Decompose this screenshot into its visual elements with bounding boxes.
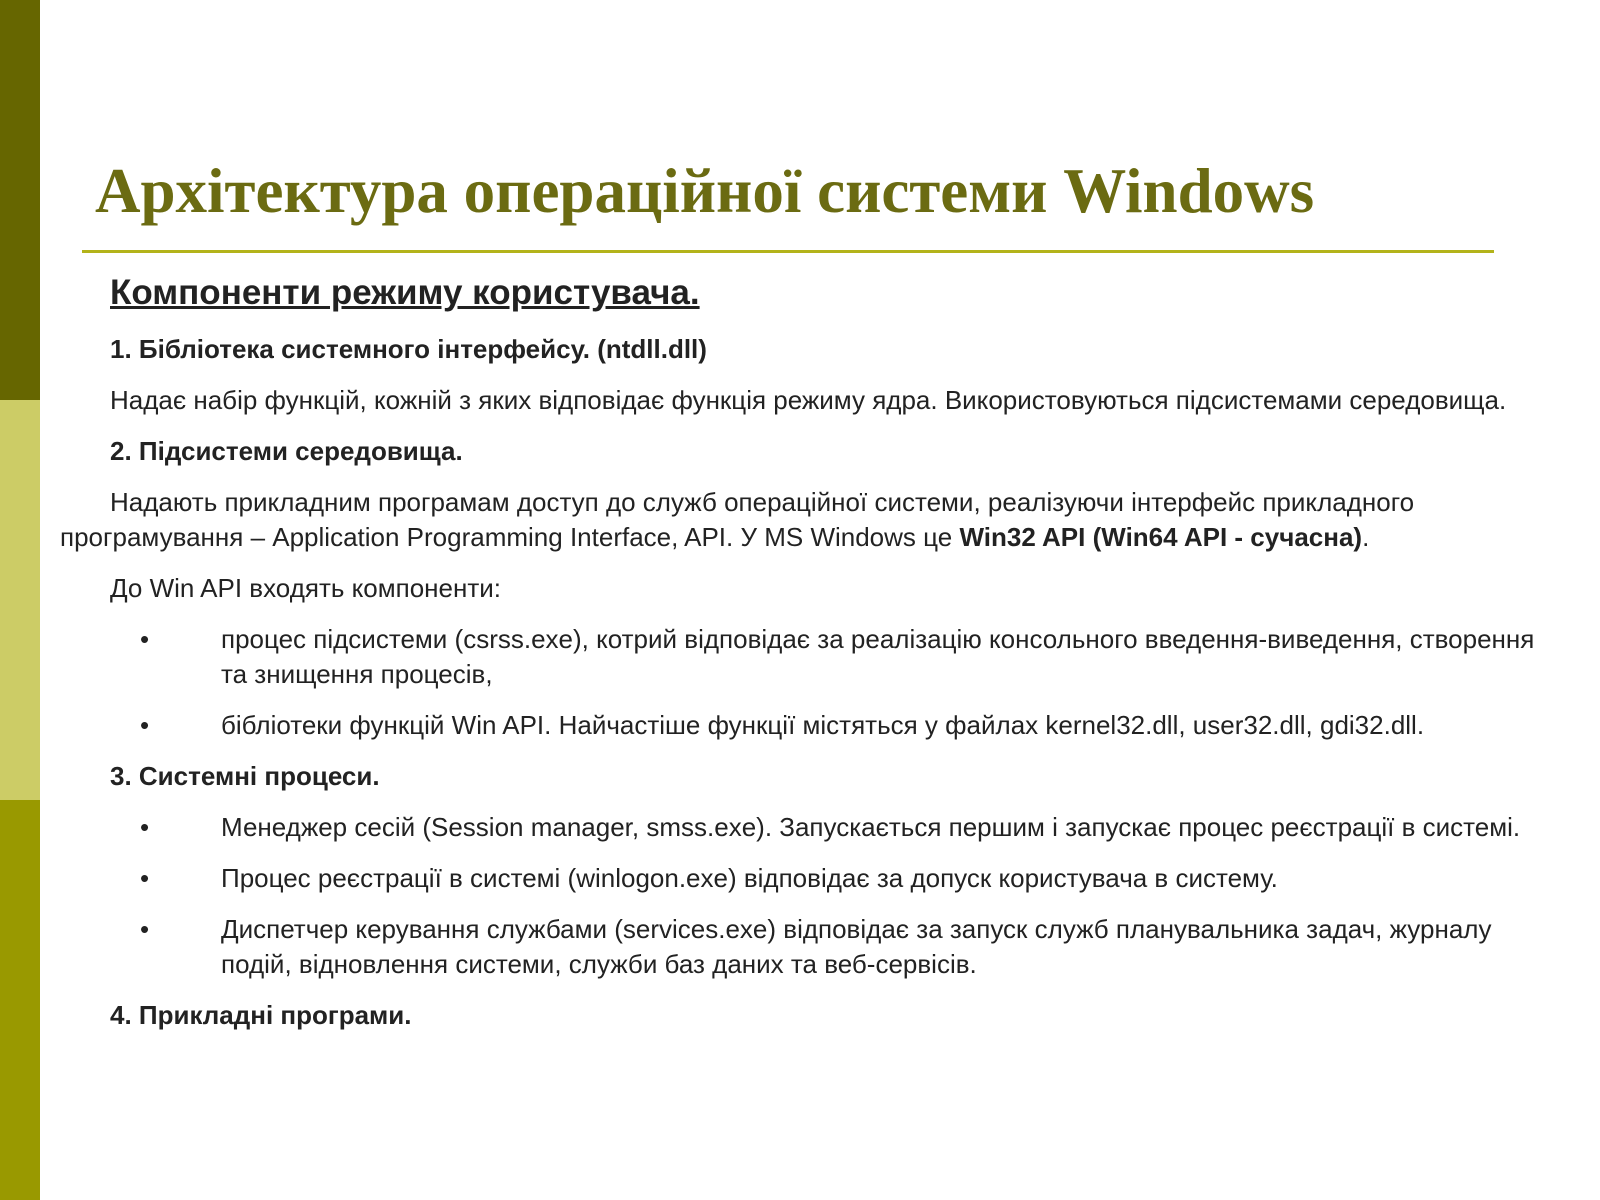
list-item <box>60 708 1545 743</box>
list-item-text: Менеджер сесій (Session manager, smss.exe). Запускається першим і запускає процес реєстрації в системі. <box>221 812 1521 842</box>
bullet-icon: • <box>140 914 150 944</box>
item1-heading: 1. Бібліотека системного інтерфейсу. (ntdll.dll) <box>110 334 707 364</box>
list-item <box>60 622 1545 692</box>
slide-title: Архітектура операційної системи Windows <box>95 156 1315 226</box>
item2-text-main: Надають прикладним програмам доступ до служб операційної системи, реалізуючи інтерфейс прикладного програмування – Application Programming Interface, API. У MS Windows це <box>60 487 1415 552</box>
item2-bullet-list <box>60 622 1545 743</box>
list-item-text: Процес реєстрації в системі (winlogon.exe) відповідає за допуск користувача в систему. <box>221 863 1278 893</box>
bullet-icon: • <box>140 624 150 654</box>
list-item <box>60 912 1545 982</box>
sidebar-band-bottom <box>0 800 40 1200</box>
item2-text-bold: Win32 API (Win64 API - сучасна) <box>959 522 1363 552</box>
item3-bullet-list <box>60 810 1545 982</box>
slide-body <box>60 272 1545 1049</box>
item2-intro: До Win API входять компоненти: <box>110 573 501 603</box>
item2-text-end: . <box>1362 522 1370 552</box>
bullet-icon: • <box>140 710 150 740</box>
title-divider <box>82 250 1494 253</box>
item3-heading: 3. Системні процеси. <box>110 761 380 791</box>
bullet-icon: • <box>140 863 150 893</box>
item2-text <box>60 485 1545 555</box>
item4-heading: 4. Прикладні програми. <box>110 1000 412 1030</box>
list-item <box>60 861 1545 896</box>
list-item-text: процес підсистеми (csrss.exe), котрий відповідає за реалізацію консольного введення-виведення, створення та знищення процесів, <box>221 624 1535 689</box>
bullet-icon: • <box>140 812 150 842</box>
sidebar-band-middle <box>0 400 40 800</box>
list-item-text: бібліотеки функцій Win API. Найчастіше функції містяться у файлах kernel32.dll, user32.dll, gdi32.dll. <box>221 710 1425 740</box>
item1-text: Надає набір функцій, кожній з яких відповідає функція режиму ядра. Використовуються підсистемами середовища. <box>110 385 1507 415</box>
sidebar-band-top <box>0 0 40 400</box>
list-item-text: Диспетчер керування службами (services.exe) відповідає за запуск служб планувальника задач, журналу подій, відновлення системи, служби баз даних та веб-сервісів. <box>221 914 1492 979</box>
list-item <box>60 810 1545 845</box>
item2-heading: 2. Підсистеми середовища. <box>110 436 463 466</box>
section-heading: Компоненти режиму користувача. <box>110 273 700 312</box>
